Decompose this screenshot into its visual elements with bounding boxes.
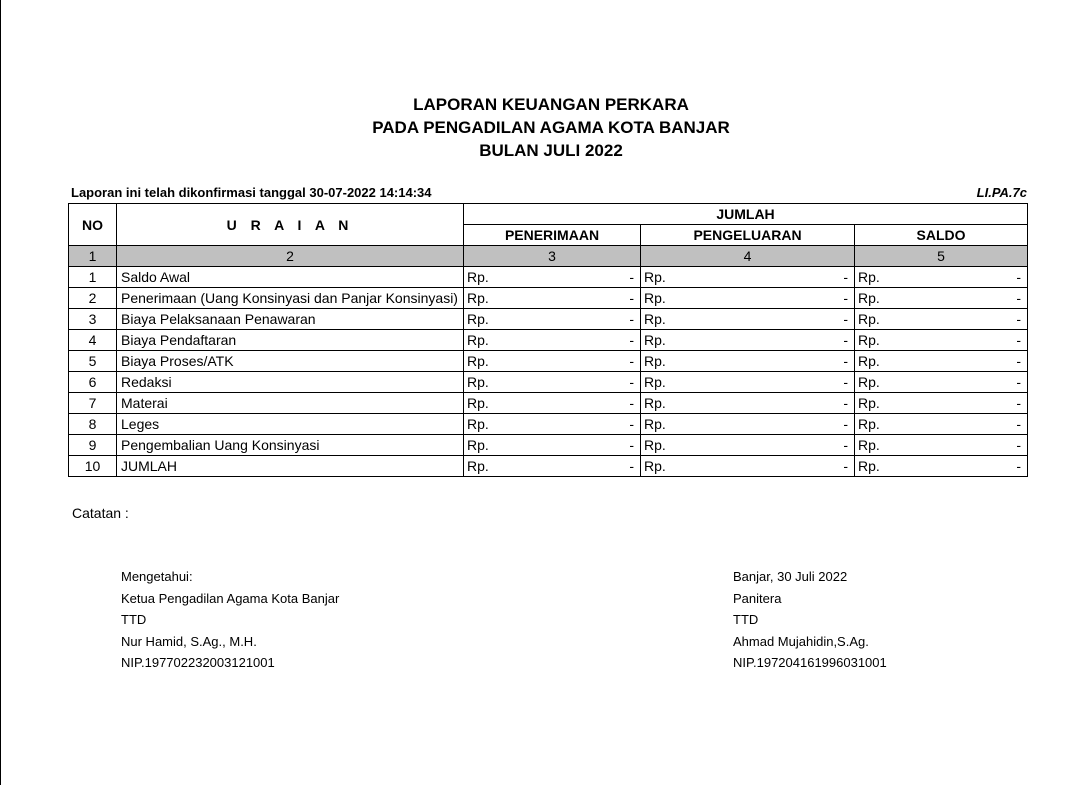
column-number: 4: [641, 246, 855, 267]
currency-label: Rp.: [467, 437, 489, 453]
penerimaan-cell: [464, 435, 641, 456]
saldo-cell: [855, 267, 1028, 288]
finance-table: [68, 203, 1028, 477]
pengeluaran-cell: [641, 330, 855, 351]
penerimaan-cell: [464, 309, 641, 330]
row-description: Penerimaan (Uang Konsinyasi dan Panjar Konsinyasi): [117, 288, 464, 309]
signature-block-right: [733, 566, 887, 674]
row-number: 8: [69, 414, 117, 435]
amount-value: -: [629, 311, 634, 327]
amount-value: -: [843, 269, 848, 285]
saldo-cell: [855, 330, 1028, 351]
pengeluaran-cell: [641, 393, 855, 414]
report-title: LAPORAN KEUANGAN PERKARA: [413, 95, 689, 114]
column-number: 5: [855, 246, 1028, 267]
report-period: BULAN JULI 2022: [479, 141, 623, 160]
column-number: 2: [117, 246, 464, 267]
header-pengeluaran: PENGELUARAN: [641, 225, 855, 246]
penerimaan-cell: [464, 330, 641, 351]
confirmation-note: Laporan ini telah dikonfirmasi tanggal 30-07-2022 14:14:34: [71, 185, 432, 200]
currency-label: Rp.: [858, 437, 880, 453]
currency-label: Rp.: [467, 269, 489, 285]
currency-label: Rp.: [858, 353, 880, 369]
currency-label: Rp.: [467, 332, 489, 348]
table-row: [69, 372, 1028, 393]
amount-value: -: [629, 269, 634, 285]
penerimaan-cell: [464, 267, 641, 288]
row-number: 3: [69, 309, 117, 330]
header-uraian: U R A I A N: [117, 204, 464, 246]
currency-label: Rp.: [858, 374, 880, 390]
currency-label: Rp.: [467, 374, 489, 390]
currency-label: Rp.: [644, 416, 666, 432]
header-no: NO: [69, 204, 117, 246]
currency-label: Rp.: [467, 290, 489, 306]
header-penerimaan: PENERIMAAN: [464, 225, 641, 246]
amount-value: -: [1016, 416, 1021, 432]
table-row: [69, 309, 1028, 330]
signed-mark: TTD: [121, 612, 147, 627]
amount-value: -: [629, 374, 634, 390]
header-jumlah: JUMLAH: [464, 204, 1028, 225]
amount-value: -: [843, 311, 848, 327]
amount-value: -: [1016, 395, 1021, 411]
amount-value: -: [1016, 269, 1021, 285]
pengeluaran-cell: [641, 435, 855, 456]
currency-label: Rp.: [858, 290, 880, 306]
pengeluaran-cell: [641, 372, 855, 393]
place-date: Banjar, 30 Juli 2022: [733, 569, 848, 584]
row-description: Biaya Pendaftaran: [117, 330, 464, 351]
amount-value: -: [1016, 311, 1021, 327]
amount-value: -: [1016, 458, 1021, 474]
pengeluaran-cell: [641, 456, 855, 477]
currency-label: Rp.: [644, 290, 666, 306]
amount-value: -: [843, 374, 848, 390]
form-code: LI.PA.7c: [976, 185, 1027, 200]
currency-label: Rp.: [858, 458, 880, 474]
amount-value: -: [1016, 374, 1021, 390]
saldo-cell: [855, 372, 1028, 393]
currency-label: Rp.: [467, 311, 489, 327]
amount-value: -: [629, 458, 634, 474]
signer-title: Panitera: [733, 590, 782, 606]
signature-block-left: [121, 566, 339, 674]
amount-value: -: [843, 437, 848, 453]
table-row: [69, 414, 1028, 435]
saldo-cell: [855, 309, 1028, 330]
signer-nip: NIP.197204161996031001: [733, 655, 887, 670]
currency-label: Rp.: [644, 458, 666, 474]
notes-label: Catatan :: [72, 505, 129, 521]
amount-value: -: [629, 290, 634, 306]
row-description: Redaksi: [117, 372, 464, 393]
currency-label: Rp.: [467, 416, 489, 432]
row-description: Leges: [117, 414, 464, 435]
row-number: 10: [69, 456, 117, 477]
table-row: [69, 330, 1028, 351]
currency-label: Rp.: [858, 395, 880, 411]
penerimaan-cell: [464, 288, 641, 309]
pengeluaran-cell: [641, 351, 855, 372]
amount-value: -: [843, 458, 848, 474]
column-number: 3: [464, 246, 641, 267]
penerimaan-cell: [464, 372, 641, 393]
signed-mark: TTD: [733, 612, 759, 627]
row-description: Saldo Awal: [117, 267, 464, 288]
row-number: 4: [69, 330, 117, 351]
signer-name: Nur Hamid, S.Ag., M.H.: [121, 633, 257, 649]
pengeluaran-cell: [641, 309, 855, 330]
currency-label: Rp.: [644, 437, 666, 453]
currency-label: Rp.: [644, 332, 666, 348]
currency-label: Rp.: [644, 311, 666, 327]
amount-value: -: [1016, 353, 1021, 369]
currency-label: Rp.: [467, 395, 489, 411]
table-row: [69, 288, 1028, 309]
row-description: Materai: [117, 393, 464, 414]
currency-label: Rp.: [858, 416, 880, 432]
amount-value: -: [843, 353, 848, 369]
penerimaan-cell: [464, 351, 641, 372]
report-subtitle: PADA PENGADILAN AGAMA KOTA BANJAR: [372, 118, 730, 137]
saldo-cell: [855, 288, 1028, 309]
currency-label: Rp.: [644, 374, 666, 390]
currency-label: Rp.: [644, 269, 666, 285]
signer-nip: NIP.197702232003121001: [121, 655, 275, 670]
saldo-cell: [855, 393, 1028, 414]
saldo-cell: [855, 456, 1028, 477]
amount-value: -: [843, 395, 848, 411]
saldo-cell: [855, 351, 1028, 372]
currency-label: Rp.: [644, 353, 666, 369]
amount-value: -: [629, 332, 634, 348]
column-number-row: [69, 246, 1028, 267]
currency-label: Rp.: [858, 332, 880, 348]
signer-name: Ahmad Mujahidin,S.Ag.: [733, 633, 869, 649]
pengeluaran-cell: [641, 288, 855, 309]
amount-value: -: [1016, 437, 1021, 453]
acknowledged-label: Mengetahui:: [121, 569, 193, 584]
currency-label: Rp.: [858, 311, 880, 327]
amount-value: -: [843, 290, 848, 306]
table-row: [69, 435, 1028, 456]
row-number: 5: [69, 351, 117, 372]
table-row: [69, 456, 1028, 477]
currency-label: Rp.: [467, 353, 489, 369]
row-description: JUMLAH: [117, 456, 464, 477]
amount-value: -: [843, 332, 848, 348]
penerimaan-cell: [464, 456, 641, 477]
row-description: Biaya Pelaksanaan Penawaran: [117, 309, 464, 330]
table-row: [69, 267, 1028, 288]
amount-value: -: [843, 416, 848, 432]
amount-value: -: [629, 437, 634, 453]
penerimaan-cell: [464, 393, 641, 414]
saldo-cell: [855, 414, 1028, 435]
currency-label: Rp.: [858, 269, 880, 285]
row-number: 2: [69, 288, 117, 309]
amount-value: -: [1016, 332, 1021, 348]
pengeluaran-cell: [641, 267, 855, 288]
row-number: 1: [69, 267, 117, 288]
amount-value: -: [629, 353, 634, 369]
currency-label: Rp.: [644, 395, 666, 411]
amount-value: -: [1016, 290, 1021, 306]
row-description: Pengembalian Uang Konsinyasi: [117, 435, 464, 456]
row-description: Biaya Proses/ATK: [117, 351, 464, 372]
header-saldo: SALDO: [855, 225, 1028, 246]
column-number: 1: [69, 246, 117, 267]
signer-title: Ketua Pengadilan Agama Kota Banjar: [121, 590, 340, 606]
table-row: [69, 351, 1028, 372]
amount-value: -: [629, 395, 634, 411]
pengeluaran-cell: [641, 414, 855, 435]
table-row: [69, 393, 1028, 414]
row-number: 9: [69, 435, 117, 456]
row-number: 7: [69, 393, 117, 414]
saldo-cell: [855, 435, 1028, 456]
penerimaan-cell: [464, 414, 641, 435]
currency-label: Rp.: [467, 458, 489, 474]
row-number: 6: [69, 372, 117, 393]
amount-value: -: [629, 416, 634, 432]
